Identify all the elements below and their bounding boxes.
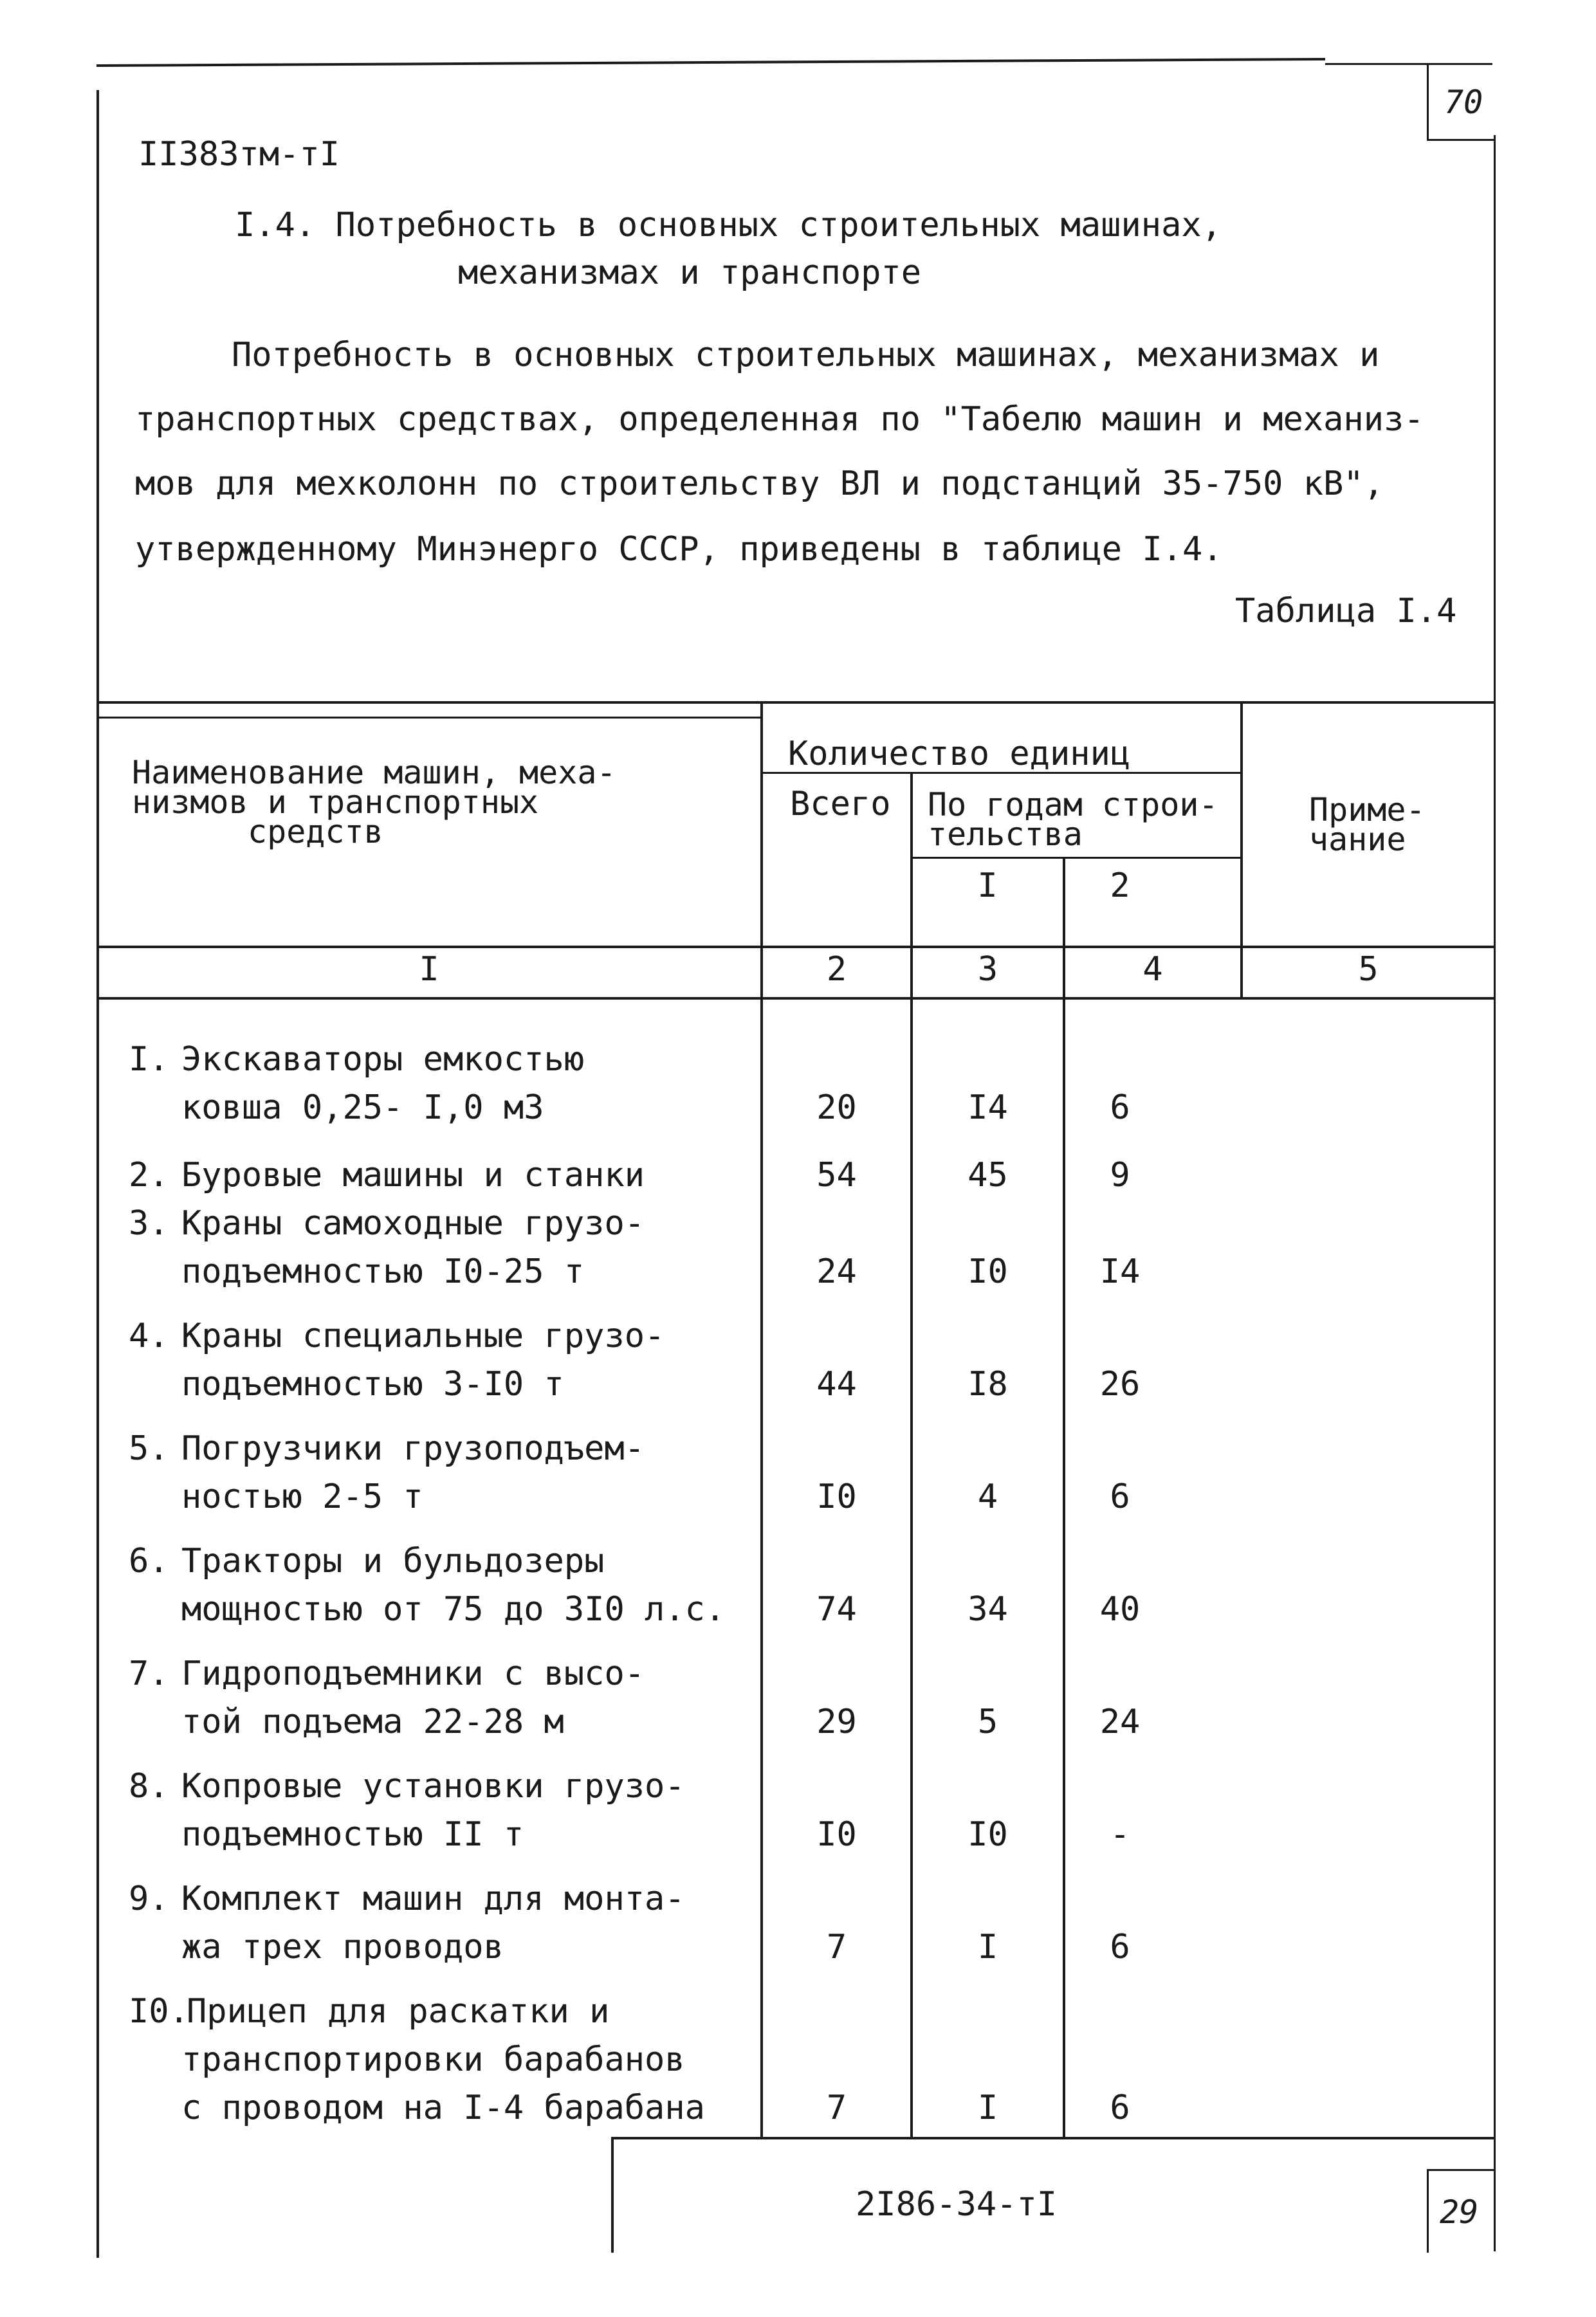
frame-top-border-right: [1325, 63, 1492, 65]
row-4-year1: I8: [968, 1365, 1008, 1404]
header-bottom-border: [98, 946, 1494, 948]
row-1-num: I.: [129, 1040, 169, 1079]
row-6-name-2: мощностью от 75 до 3I0 л.с.: [181, 1590, 726, 1629]
header-by-years-line2: тельства: [928, 816, 1083, 853]
row-7-total: 29: [816, 1703, 857, 1741]
header-note-line2: чание: [1309, 821, 1406, 858]
page-number-bottom: 29: [1440, 2193, 1479, 2231]
page-box-top-left: [1427, 64, 1429, 140]
row-7-num: 7.: [129, 1654, 169, 1693]
row-2-name-1: Буровые машины и станки: [181, 1156, 645, 1195]
row-3-total: 24: [816, 1252, 857, 1291]
header-year2: 2: [1110, 866, 1130, 905]
row-8-total: I0: [816, 1815, 857, 1854]
row-8-year1: I0: [968, 1815, 1008, 1854]
footer-page-box-left: [1427, 2169, 1429, 2253]
row-9-num: 9.: [129, 1880, 169, 1918]
section-title-line2: механизмах и транспорте: [458, 253, 922, 292]
row-10-year2: 6: [1110, 2089, 1130, 2127]
row-9-year2: 6: [1110, 1928, 1130, 1966]
header-quantity: Количество единиц: [788, 735, 1131, 773]
header-name-line3: средств: [248, 813, 383, 850]
row-3-year1: I0: [968, 1252, 1008, 1291]
row-2-year2: 9: [1110, 1156, 1130, 1195]
row-9-name-2: жа трех проводов: [181, 1928, 504, 1966]
column-number-1: I: [419, 950, 439, 989]
frame-top-border: [96, 58, 1325, 67]
header-total: Всего: [790, 785, 891, 823]
row-10-num: I0.: [129, 1992, 189, 2031]
table-top-border: [98, 701, 1494, 704]
table-top-border-2: [98, 717, 760, 719]
row-6-num: 6.: [129, 1542, 169, 1580]
row-6-year2: 40: [1099, 1590, 1141, 1629]
table-caption: Таблица I.4: [1235, 592, 1457, 630]
row-6-total: 74: [816, 1590, 857, 1629]
row-5-year1: 4: [977, 1478, 998, 1516]
column-number-5: 5: [1358, 950, 1379, 989]
row-3-num: 3.: [129, 1204, 169, 1243]
footer-top-border: [611, 2137, 1494, 2139]
row-7-name-2: той подъема 22-28 м: [181, 1703, 564, 1741]
header-name-line1: Наименование машин, меха-: [132, 754, 616, 791]
row-4-year2: 26: [1099, 1365, 1141, 1404]
row-1-name-2: ковша 0,25- I,0 м3: [181, 1088, 544, 1127]
row-4-name-1: Краны специальные грузо-: [181, 1317, 665, 1355]
header-note-line1: Приме-: [1309, 791, 1426, 829]
page-box-top-bottom: [1427, 139, 1494, 141]
row-8-year2: -: [1110, 1815, 1130, 1854]
row-3-name-2: подъемностью I0-25 т: [181, 1252, 585, 1291]
column-number-4: 4: [1142, 950, 1163, 989]
header-year1: I: [977, 866, 998, 905]
row-1-name-1: Экскаваторы емкостью: [181, 1040, 585, 1079]
row-9-year1: I: [977, 1928, 998, 1966]
row-2-total: 54: [816, 1156, 857, 1195]
row-10-year1: I: [977, 2089, 998, 2127]
row-2-num: 2.: [129, 1156, 169, 1195]
row-9-total: 7: [826, 1928, 847, 1966]
row-10-name-2: транспортировки барабанов: [181, 2040, 685, 2079]
footer-document-code: 2I86-34-тI: [856, 2185, 1058, 2224]
row-3-year2: I4: [1099, 1252, 1141, 1291]
row-4-name-2: подъемностью 3-I0 т: [181, 1365, 564, 1404]
page-number-top: 70: [1444, 84, 1483, 121]
row-5-num: 5.: [129, 1429, 169, 1468]
row-6-name-1: Тракторы и бульдозеры: [181, 1542, 605, 1580]
row-8-name-1: Копровые установки грузо-: [181, 1767, 685, 1806]
row-2-year1: 45: [968, 1156, 1008, 1195]
row-8-name-2: подъемностью II т: [181, 1815, 524, 1854]
column-number-2: 2: [826, 950, 847, 989]
intro-line-1: Потребность в основных строительных машинах, механизмах и: [232, 336, 1380, 374]
intro-line-3: мов для мехколонн по строительству ВЛ и подстанций 35-750 кВ",: [135, 464, 1384, 503]
header-name-line2: низмов и транспортных: [132, 783, 539, 821]
row-1-year2: 6: [1110, 1088, 1130, 1127]
row-10-total: 7: [826, 2089, 847, 2127]
row-4-total: 44: [816, 1365, 857, 1404]
header-by-years-line1: По годам строи-: [928, 786, 1218, 823]
row-5-name-1: Погрузчики грузоподъем-: [181, 1429, 645, 1468]
row-1-year1: I4: [968, 1088, 1008, 1127]
row-3-name-1: Краны самоходные грузо-: [181, 1204, 645, 1243]
row-4-num: 4.: [129, 1317, 169, 1355]
row-9-name-1: Комплект машин для монта-: [181, 1880, 685, 1918]
row-1-total: 20: [816, 1088, 857, 1127]
row-7-year2: 24: [1099, 1703, 1141, 1741]
column-numbers-bottom-border: [98, 997, 1494, 1000]
intro-line-4: утвержденному Минэнерго СССР, приведены в таблице I.4.: [135, 530, 1223, 569]
row-5-year2: 6: [1110, 1478, 1130, 1516]
row-7-year1: 5: [977, 1703, 998, 1741]
row-5-total: I0: [816, 1478, 857, 1516]
row-10-name-3: с проводом на I-4 барабана: [181, 2089, 705, 2127]
intro-line-2: транспортных средствах, определенная по "Табелю машин и механиз-: [135, 400, 1424, 439]
row-7-name-1: Гидроподъемники с высо-: [181, 1654, 645, 1693]
frame-left-border: [96, 90, 99, 2258]
document-code: II383тм-тI: [138, 135, 340, 174]
frame-right-border: [1494, 135, 1496, 2251]
row-5-name-2: ностью 2-5 т: [181, 1478, 423, 1516]
footer-page-box-top: [1427, 2169, 1494, 2171]
row-6-year1: 34: [968, 1590, 1008, 1629]
column-number-3: 3: [977, 950, 998, 989]
section-title-line1: I.4. Потребность в основных строительных машинах,: [235, 206, 1222, 244]
footer-left-border: [611, 2137, 614, 2253]
row-10-name-1: Прицеп для раскатки и: [187, 1992, 610, 2031]
row-8-num: 8.: [129, 1767, 169, 1806]
by-years-underline: [912, 857, 1242, 859]
col-divider-name: [760, 702, 763, 2137]
